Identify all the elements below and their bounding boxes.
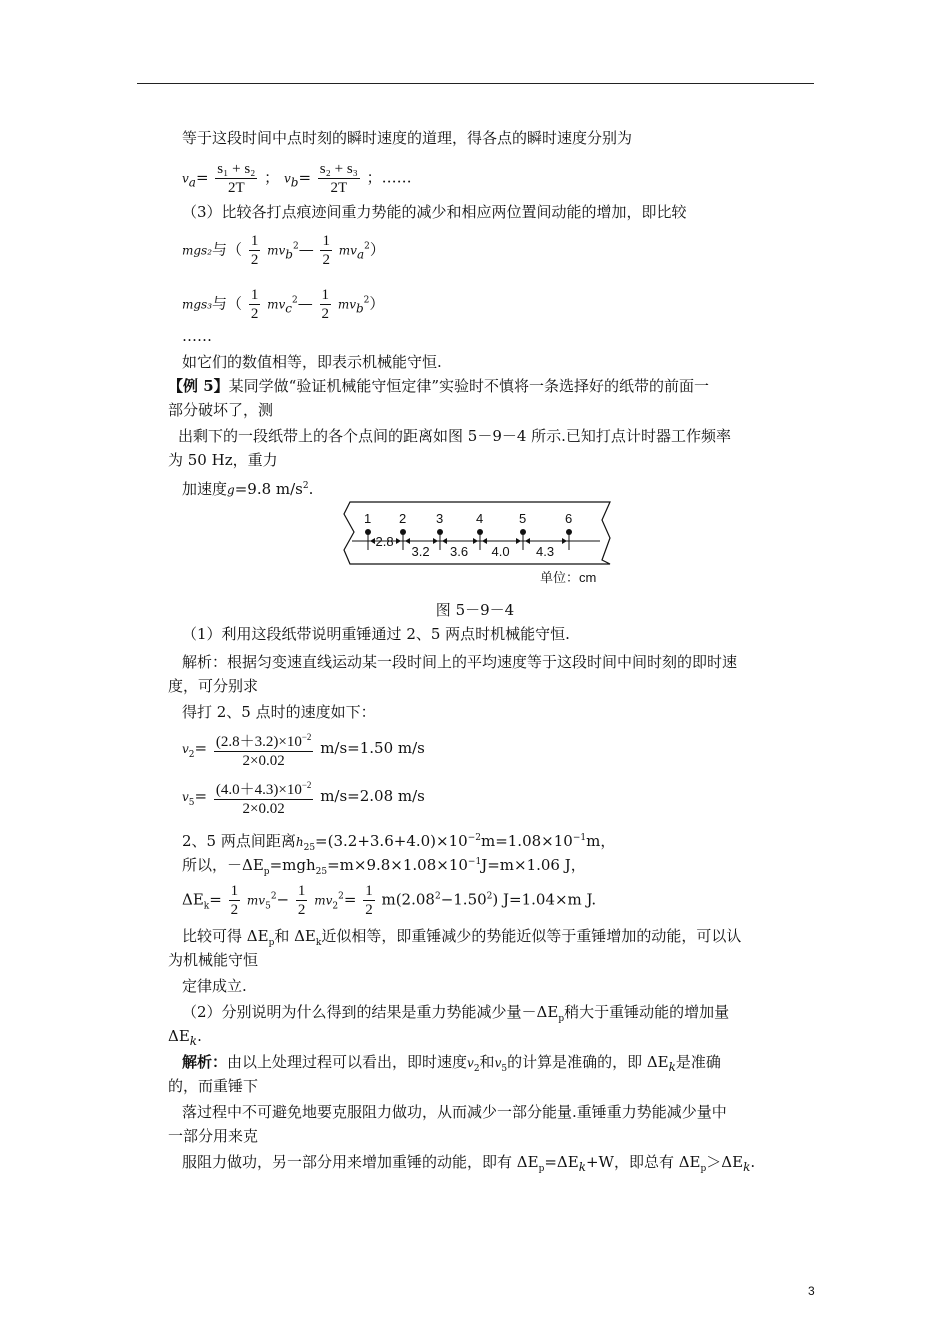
text-line: 如它们的数值相等，即表示机械能守恒. — [182, 353, 442, 371]
arrow-head — [473, 538, 478, 544]
question-2: （2）分别说明为什么得到的结果是重力势能减少量$-\Delta E_p$稍大于重锤动能的增加量 — [182, 1003, 730, 1024]
text-line: 一部分用来克 — [168, 1127, 259, 1145]
text-line: （3）比较各打点痕迹间重力势能的减少和相应两位置间动能的增加，即比较 — [182, 203, 687, 221]
point-label-5: 5 — [519, 511, 527, 526]
text-line: 部分破坏了，测 — [168, 401, 274, 419]
distance-label: 4.3 — [536, 544, 555, 559]
header-rule — [137, 83, 814, 84]
paper-tape-figure — [340, 500, 620, 590]
formula-va-vb: $v_a=$ $\frac{\text{s₁ + s₂}}{2T}$ ； $v_b=$ $\frac{\text{s₂ + s₃}}{2T}$ ；…… — [182, 161, 412, 196]
unit-label: 单位：cm — [540, 570, 597, 585]
point-label-4: 4 — [476, 511, 484, 526]
arrow-head — [442, 538, 447, 544]
text-line: 服阻力做功，另一部分用来增加重锤的动能，即有 $\Delta E_p=\Delta E_k+W$，即总有 $\Delta E_p>\Delta E_k$. — [182, 1153, 756, 1174]
formula-ep: 所以，$-\Delta E_p=mgh_{25}=m\times 9.8\times 1.08\times 10^{-1}J=m\times 1.06$ J， — [182, 856, 586, 877]
arrow-head — [370, 538, 375, 544]
point-label-6: 6 — [565, 511, 573, 526]
page-number: 3 — [808, 1284, 815, 1298]
example-heading: 【例 5】某同学做“验证机械能守恒定律”实验时不慎将一条选择好的纸带的前面一 — [168, 377, 710, 395]
distance-label: 4.0 — [491, 544, 510, 559]
formula-ek: $\Delta E_k=$ $\frac{1}{2}$ $mv_5^2-$ $\frac{1}{2}$ $mv_2^2=$ $\frac{1}{2}$ $m(2.08^2-1.50^2)$ J=1.04×m J. — [182, 883, 597, 918]
formula-h25: 2、5 两点间距离$h_{25}=(3.2+3.6+4.0)\times 10^{-2}m=1.08\times 10^{-1}m$， — [182, 832, 616, 853]
point-label-2: 2 — [399, 511, 407, 526]
text-line: 定律成立. — [182, 977, 247, 995]
arrow-head — [562, 538, 567, 544]
distance-label: 3.2 — [411, 544, 430, 559]
text-line: 为机械能守恒 — [168, 951, 259, 969]
formula-compare-1: mgs₂与（ $\frac{1}{2}$ $mv_b^2—$ $\frac{1}{2}$ $mv_a^2$） — [182, 233, 385, 268]
formula-compare-2: mgs₃与（ $\frac{1}{2}$ $mv_c^2—$ $\frac{1}{2}$ $mv_b^2$） — [182, 287, 385, 322]
arrow-head — [516, 538, 521, 544]
text-line: 解析：根据匀变速直线运动某一段时间上的平均速度等于这段时间中间时刻的即时速 — [182, 653, 738, 671]
text-line: 等于这段时间中点时刻的瞬时速度的道理，得各点的瞬时速度分别为 — [182, 129, 633, 147]
arrow-head — [405, 538, 410, 544]
text-line: $\Delta E_k$. — [168, 1027, 202, 1048]
point-label-1: 1 — [364, 511, 372, 526]
arrow-head — [433, 538, 438, 544]
figure-caption: 图 5－9－4 — [435, 601, 515, 619]
text-line: 出剩下的一段纸带上的各个点间的距离如图 5－9－4 所示.已知打点计时器工作频率 — [178, 427, 731, 445]
text-line: 落过程中不可避免地要克服阻力做功，从而减少一部分能量.重锤重力势能减少量中 — [182, 1103, 727, 1121]
point-label-3: 3 — [436, 511, 444, 526]
distance-label: 2.8 — [375, 534, 394, 549]
text-line: 得打 2、5 点时的速度如下： — [182, 703, 376, 721]
question-1: （1）利用这段纸带说明重锤通过 2、5 两点时机械能守恒. — [182, 625, 570, 643]
formula-v5: $v_5=$ $\frac{(4.0+4.3)\times 10^{-2}}{2\times 0.02}$ m/s=2.08 m/s — [182, 776, 425, 818]
analysis-line: 解析：由以上处理过程可以看出，即时速度$v_2$和$v_5$的计算是准确的，即 $\Delta E_k$是准确 — [182, 1053, 721, 1074]
text-line: 度，可分别求 — [168, 677, 259, 695]
formula-v2: $v_2=$ $\frac{(2.8+3.2)\times 10^{-2}}{2\times 0.02}$ m/s=1.50 m/s — [182, 728, 425, 770]
arrow-head — [482, 538, 487, 544]
text-line: 比较可得 $\Delta E_p$和 $\Delta E_k$近似相等，即重锤减少的势能近似等于重锤增加的动能，可以认 — [182, 927, 742, 948]
arrow-head — [396, 538, 401, 544]
text-line: 为 50 Hz，重力 — [168, 451, 278, 469]
arrow-head — [525, 538, 530, 544]
text-line: 加速度g=9.8 $m/s^2$. — [182, 480, 314, 498]
distance-label: 3.6 — [450, 544, 469, 559]
ellipsis: …… — [182, 327, 212, 345]
text-line: 的，而重锤下 — [168, 1077, 259, 1095]
